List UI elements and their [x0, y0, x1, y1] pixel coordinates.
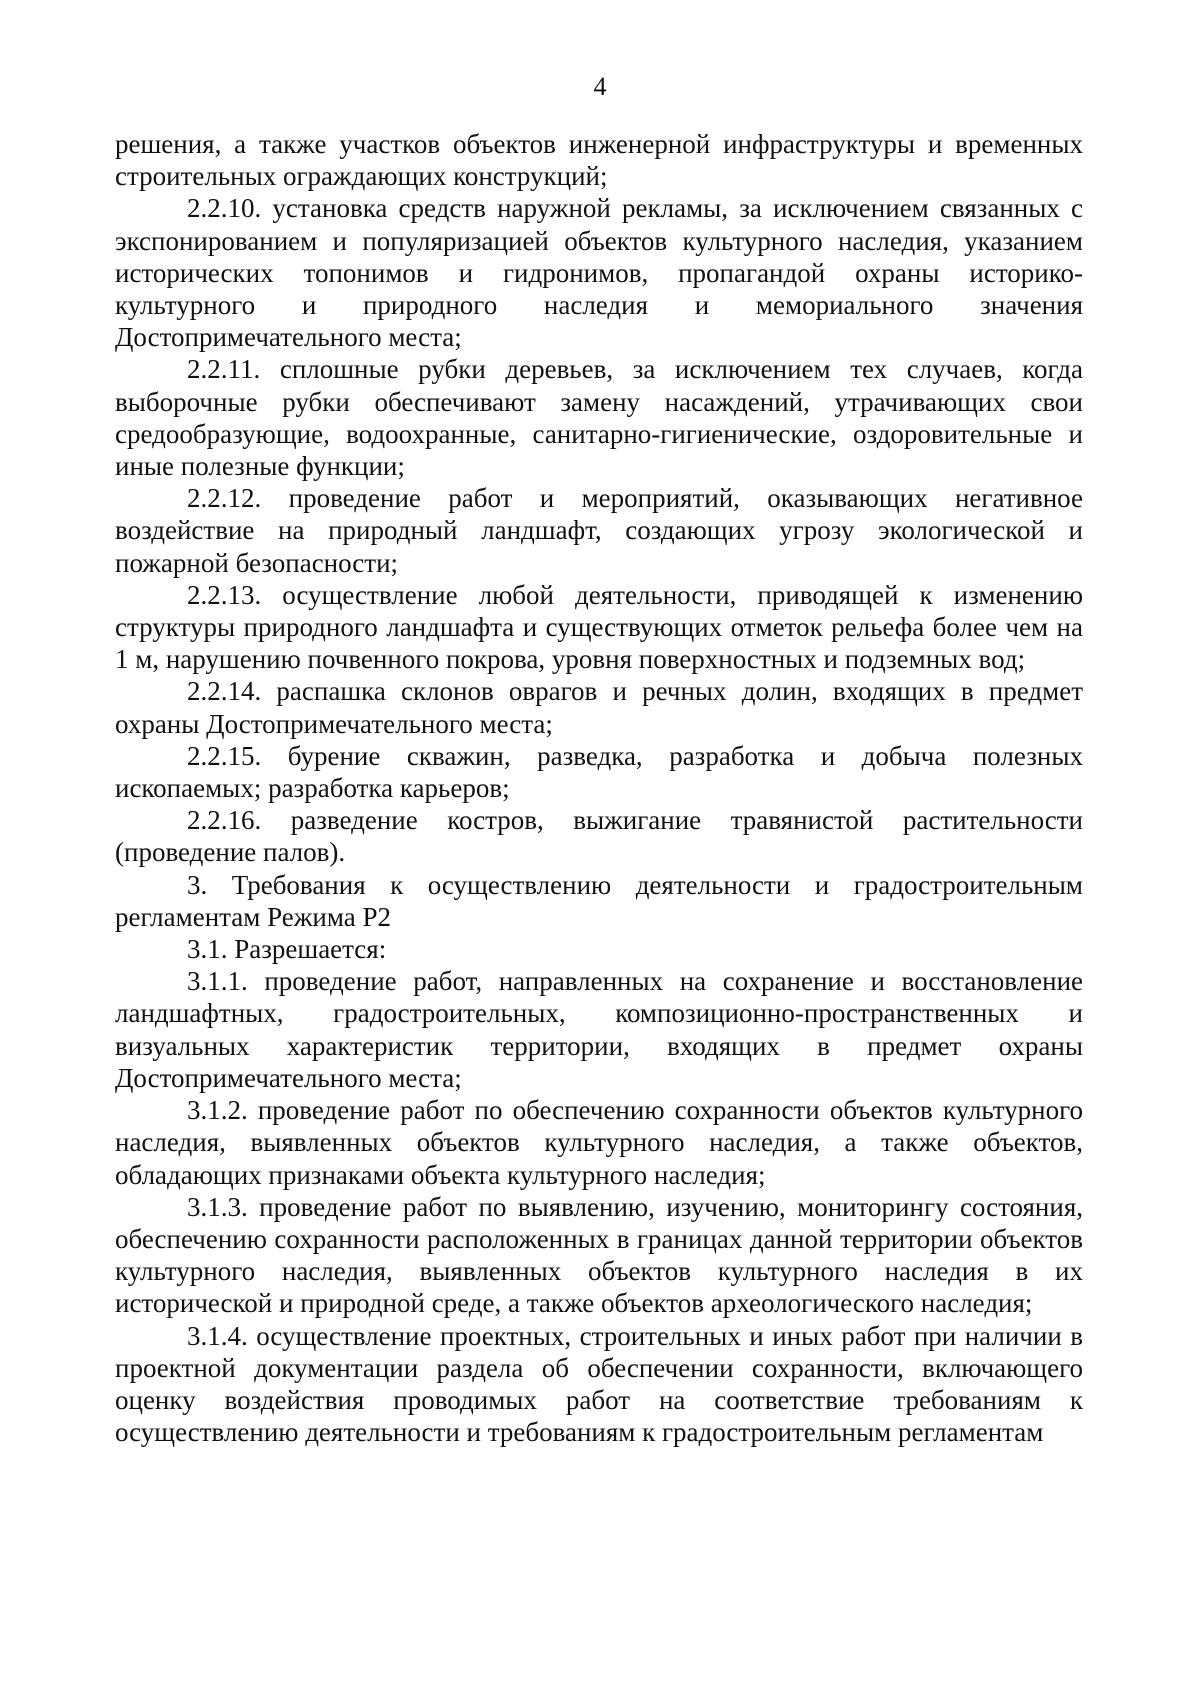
paragraph: 2.2.10. установка средств наружной рекламы, за исключением связанных с экспонированием и популяризацией объектов культурного наследия, указанием исторических топонимов и гидронимов, пропагандой охраны историко-культурного и природного наследия и мемориального значения Достопримечательного места; [115, 193, 1083, 353]
page-number: 4 [593, 72, 607, 101]
paragraph: 2.2.14. распашка склонов оврагов и речных долин, входящих в предмет охраны Достопримечательного места; [115, 676, 1083, 739]
paragraph: 2.2.16. разведение костров, выжигание травянистой растительности (проведение палов). [115, 805, 1083, 868]
paragraph: 2.2.13. осуществление любой деятельности, приводящей к изменению структуры природного ландшафта и существующих отметок рельефа более чем на 1 м, нарушению почвенного покрова, уровня поверхностных и подземных вод; [115, 579, 1083, 675]
document-body [115, 128, 1083, 1448]
paragraph: 3.1.4. осуществление проектных, строительных и иных работ при наличии в проектной документации раздела об обеспечении сохранности, включающего оценку воздействия проводимых работ на соответствие требованиям к осуществлению деятельности и требованиям к градостроительным регламентам [115, 1320, 1083, 1448]
paragraph: 3. Требования к осуществлению деятельности и градостроительным регламентам Режима Р2 [115, 869, 1083, 932]
paragraph: 3.1.1. проведение работ, направленных на сохранение и восстановление ландшафтных, градостроительных, композиционно-пространственных и визуальных характеристик территории, входящих в предмет охраны Достопримечательного места; [115, 966, 1083, 1093]
paragraph: 3.1.3. проведение работ по выявлению, изучению, мониторингу состояния, обеспечению сохранности расположенных в границах данной территории объектов культурного наследия, выявленных объектов культурного наследия в их исторической и природной среде, а также объектов археологического наследия; [115, 1191, 1083, 1319]
paragraph: 2.2.11. сплошные рубки деревьев, за исключением тех случаев, когда выборочные рубки обеспечивают замену насаждений, утрачивающих свои средообразующие, водоохранные, санитарно-гигиенические, оздоровительные и иные полезные функции; [115, 354, 1083, 482]
paragraph: решения, а также участков объектов инженерной инфраструктуры и временных строительных ограждающих конструкций; [115, 129, 1083, 192]
paragraph: 3.1. Разрешается: [187, 934, 387, 965]
paragraph: 2.2.12. проведение работ и мероприятий, оказывающих негативное воздействие на природный ландшафт, создающих угрозу экологической и пожарной безопасности; [115, 483, 1083, 578]
paragraph: 3.1.2. проведение работ по обеспечению сохранности объектов культурного наследия, выявленных объектов культурного наследия, а также объектов, обладающих признаками объекта культурного наследия; [115, 1095, 1083, 1190]
paragraph: 2.2.15. бурение скважин, разведка, разработка и добыча полезных ископаемых; разработка карьеров; [115, 740, 1083, 804]
